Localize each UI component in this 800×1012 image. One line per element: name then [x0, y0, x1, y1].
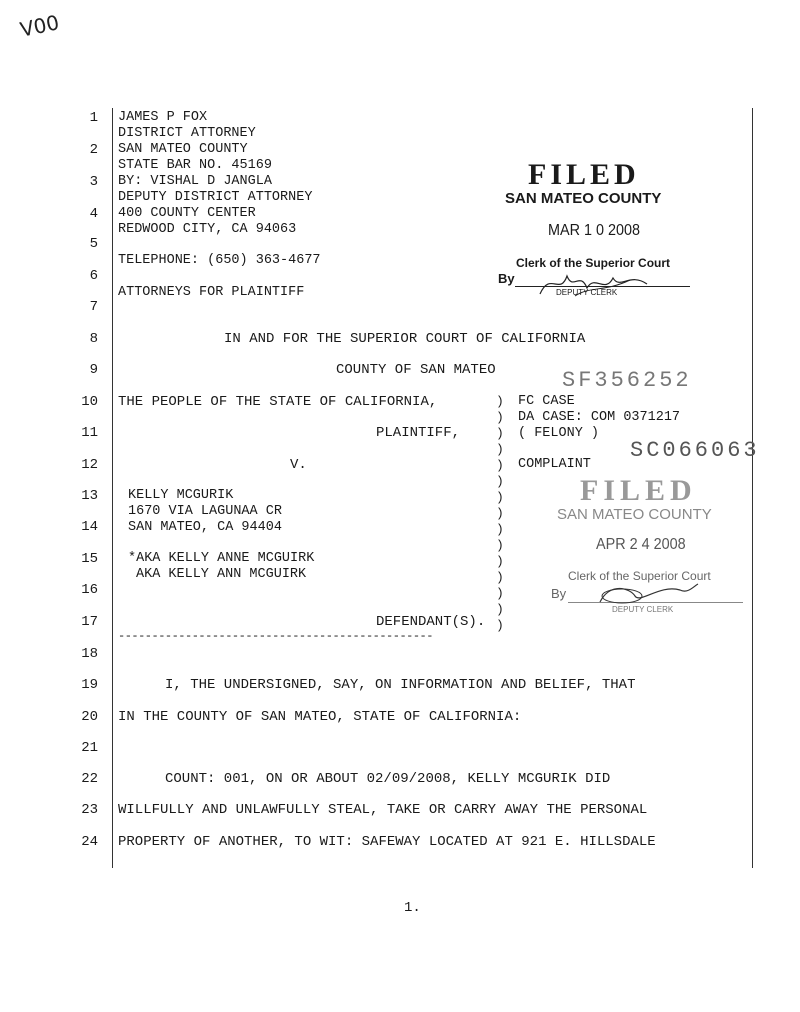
caption-address1: 1670 VIA LAGUNAA CR	[128, 504, 282, 519]
svg-text:): )	[496, 538, 504, 553]
caption-aka2: AKA KELLY ANN MCGUIRK	[136, 567, 307, 582]
sc-number-stamp: SC066063	[630, 438, 760, 463]
body-line: PROPERTY OF ANOTHER, TO WIT: SAFEWAY LOCATED AT 921 E. HILLSDALE	[118, 834, 656, 850]
caption-defendant-name: KELLY MCGURIK	[128, 488, 234, 503]
right-margin-line	[752, 108, 753, 868]
stamp2-filed-title: FILED	[580, 474, 697, 507]
svg-text:): )	[496, 506, 504, 521]
caption-aka1: *AKA KELLY ANNE MCGUIRK	[128, 551, 315, 566]
stamp-by: By	[498, 271, 515, 286]
header-line: DISTRICT ATTORNEY	[118, 126, 256, 141]
line-number: 12	[81, 457, 98, 473]
caption-plaintiff: PLAINTIFF,	[376, 425, 461, 441]
line-number: 4	[89, 206, 98, 222]
line-number: 6	[89, 268, 98, 284]
line-number: 20	[81, 709, 98, 725]
attorneys-for: ATTORNEYS FOR PLAINTIFF	[118, 285, 305, 300]
line-number: 5	[89, 236, 98, 252]
line-number: 16	[81, 582, 98, 598]
body-line: WILLFULLY AND UNLAWFULLY STEAL, TAKE OR CARRY AWAY THE PERSONAL	[118, 802, 648, 818]
page-number: 1.	[404, 900, 421, 916]
svg-text:): )	[496, 442, 504, 457]
caption-versus: V.	[290, 457, 307, 473]
line-number: 19	[81, 677, 98, 693]
fc-case: FC CASE	[518, 394, 575, 409]
svg-text:): )	[496, 586, 504, 601]
county-heading: COUNTY OF SAN MATEO	[336, 362, 496, 378]
stamp2-deputy: DEPUTY CLERK	[612, 605, 674, 614]
line-number: 22	[81, 771, 98, 787]
felony: ( FELONY )	[518, 426, 600, 441]
line-number: 14	[81, 519, 98, 535]
line-number: 11	[81, 425, 98, 441]
header-line: DEPUTY DISTRICT ATTORNEY	[118, 190, 313, 205]
handwritten-corner-mark: V00	[17, 10, 62, 42]
line-number: 18	[81, 646, 98, 662]
header-line: SAN MATEO COUNTY	[118, 142, 248, 157]
svg-text:): )	[496, 602, 504, 617]
line-number: 9	[89, 362, 98, 378]
complaint-label: COMPLAINT	[518, 457, 591, 472]
svg-text:): )	[496, 490, 504, 505]
stamp-filed-title: FILED	[528, 158, 640, 191]
line-number: 8	[89, 331, 98, 347]
stamp-county: SAN MATEO COUNTY	[505, 190, 662, 207]
line-number: 7	[89, 299, 98, 315]
stamp2-date: APR 2 4 2008	[596, 536, 686, 553]
stamp-date: MAR 1 0 2008	[548, 222, 641, 239]
caption-defendants-label: DEFENDANT(S).	[376, 614, 486, 630]
stamp-deputy: DEPUTY CLERK	[556, 288, 618, 297]
svg-text:): )	[496, 458, 504, 473]
header-line: REDWOOD CITY, CA 94063	[118, 222, 297, 237]
line-number: 15	[81, 551, 98, 567]
caption-bracket-column	[494, 392, 508, 632]
handwritten-signature	[590, 580, 700, 608]
body-line: I, THE UNDERSIGNED, SAY, ON INFORMATION AND BELIEF, THAT	[165, 677, 636, 693]
court-heading: IN AND FOR THE SUPERIOR COURT OF CALIFORNIA	[224, 331, 586, 347]
stamp2-clerk: Clerk of the Superior Court	[568, 569, 711, 583]
left-margin-line	[112, 108, 113, 868]
svg-text:): )	[496, 426, 504, 441]
stamp-clerk: Clerk of the Superior Court	[516, 256, 671, 270]
telephone: TELEPHONE: (650) 363-4677	[118, 253, 321, 268]
svg-text:): )	[496, 394, 504, 409]
line-number: 2	[89, 142, 98, 158]
line-number: 3	[89, 174, 98, 190]
stamp2-by: By	[551, 586, 567, 601]
line-number: 24	[81, 834, 98, 850]
svg-text:): )	[496, 570, 504, 585]
caption-people: THE PEOPLE OF THE STATE OF CALIFORNIA,	[118, 394, 438, 410]
header-line: JAMES P FOX	[118, 110, 208, 125]
line-number: 1	[89, 110, 98, 126]
line-number: 21	[81, 740, 98, 756]
line-number: 10	[81, 394, 98, 410]
svg-text:): )	[496, 554, 504, 569]
caption-address2: SAN MATEO, CA 94404	[128, 520, 282, 535]
svg-text:): )	[496, 522, 504, 537]
caption-separator: -----------------------------------------------	[118, 629, 433, 643]
svg-text:): )	[496, 474, 504, 489]
header-line: BY: VISHAL D JANGLA	[118, 174, 272, 189]
header-line: STATE BAR NO. 45169	[118, 158, 272, 173]
case-number-stamp: SF356252	[562, 368, 692, 393]
svg-text:): )	[496, 618, 504, 632]
body-line: COUNT: 001, ON OR ABOUT 02/09/2008, KELLY MCGURIK DID	[165, 771, 611, 787]
line-number: 23	[81, 802, 98, 818]
header-line: 400 COUNTY CENTER	[118, 206, 256, 221]
line-number: 17	[81, 614, 98, 630]
line-number: 13	[81, 488, 98, 504]
body-line: IN THE COUNTY OF SAN MATEO, STATE OF CALIFORNIA:	[118, 709, 522, 725]
da-case: DA CASE: COM 0371217	[518, 410, 681, 425]
stamp2-county: SAN MATEO COUNTY	[557, 506, 712, 523]
svg-text:): )	[496, 410, 504, 425]
